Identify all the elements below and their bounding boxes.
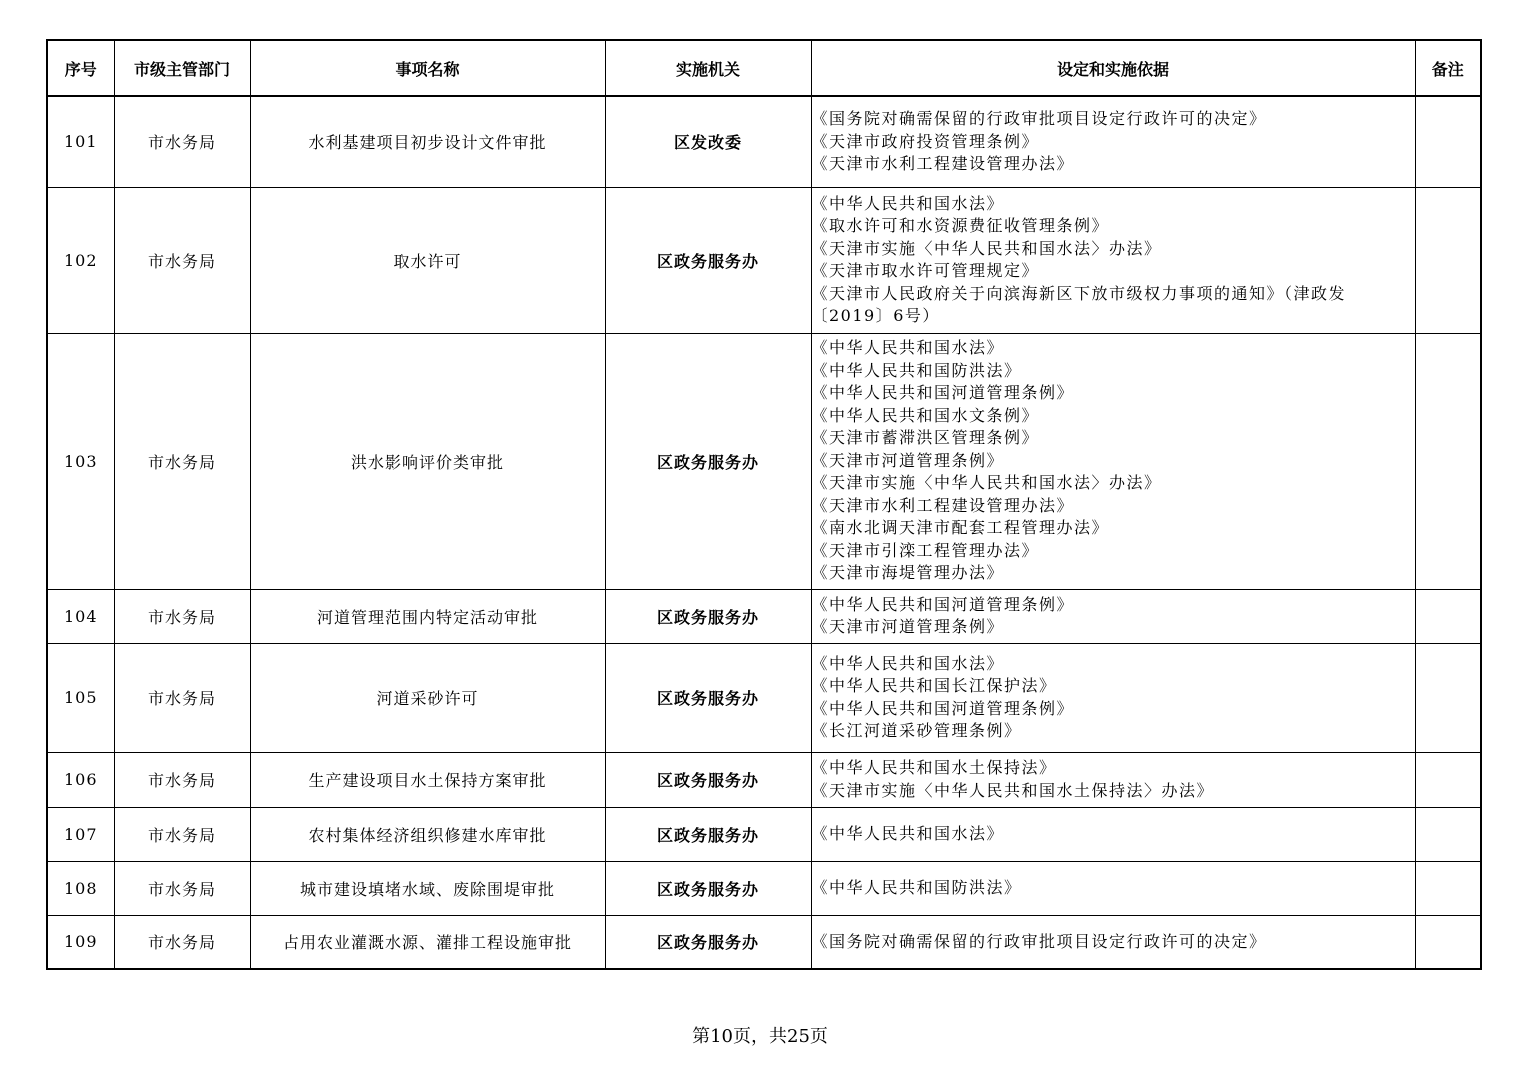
cell-item: 河道采砂许可 <box>250 643 605 752</box>
cell-dept: 市水务局 <box>114 333 250 589</box>
basis-line: 《天津市实施〈中华人民共和国水土保持法〉办法》 <box>811 780 1215 800</box>
cell-org: 区政务服务办 <box>605 589 811 643</box>
basis-line: 《天津市取水许可管理规定》 <box>811 261 1040 280</box>
cell-org: 区政务服务办 <box>605 333 811 589</box>
header-dept: 市级主管部门 <box>114 40 250 96</box>
basis-line: 《天津市引滦工程管理办法》 <box>811 540 1040 560</box>
cell-org: 区政务服务办 <box>605 915 811 969</box>
basis-line: 《长江河道采砂管理条例》 <box>811 721 1022 740</box>
cell-item: 取水许可 <box>250 187 605 333</box>
cell-item: 洪水影响评价类审批 <box>250 333 605 589</box>
cell-dept: 市水务局 <box>114 807 250 861</box>
basis-line: 《中华人民共和国防洪法》 <box>811 360 1022 380</box>
table-row <box>47 915 1481 969</box>
cell-seq: 102 <box>47 187 114 333</box>
header-seq: 序号 <box>47 40 114 96</box>
cell-note <box>1415 333 1481 589</box>
basis-line: 《中华人民共和国水法》 <box>811 653 1005 673</box>
cell-item: 水利基建项目初步设计文件审批 <box>250 96 605 187</box>
table-body <box>47 96 1481 969</box>
basis-line: 《天津市河道管理条例》 <box>811 450 1005 470</box>
cell-org: 区政务服务办 <box>605 861 811 915</box>
basis-line: 《天津市海堤管理办法》 <box>811 563 1005 583</box>
cell-seq: 103 <box>47 333 114 589</box>
basis-line: 《中华人民共和国长江保护法》 <box>811 676 1057 695</box>
cell-dept: 市水务局 <box>114 643 250 752</box>
cell-seq: 105 <box>47 643 114 752</box>
cell-seq: 101 <box>47 96 114 187</box>
cell-dept: 市水务局 <box>114 187 250 333</box>
cell-item: 占用农业灌溉水源、灌排工程设施审批 <box>250 915 605 969</box>
cell-item: 河道管理范围内特定活动审批 <box>250 589 605 643</box>
cell-org: 区政务服务办 <box>605 752 811 807</box>
cell-item: 农村集体经济组织修建水库审批 <box>250 807 605 861</box>
basis-line: 《天津市蓄滞洪区管理条例》 <box>811 428 1040 448</box>
basis-line: 《中华人民共和国河道管理条例》 <box>811 594 1075 614</box>
cell-seq: 109 <box>47 915 114 969</box>
basis-line: 《天津市水利工程建设管理办法》 <box>811 495 1075 515</box>
cell-dept: 市水务局 <box>114 589 250 643</box>
cell-note <box>1415 187 1481 333</box>
basis-line: 《中华人民共和国水法》 <box>811 823 1005 843</box>
table-row <box>47 807 1481 861</box>
header-item: 事项名称 <box>250 40 605 96</box>
cell-basis <box>811 333 1415 589</box>
table-row <box>47 861 1481 915</box>
basis-line: 《天津市实施〈中华人民共和国水法〉办法》 <box>811 238 1162 258</box>
table-row <box>47 752 1481 807</box>
cell-note <box>1415 915 1481 969</box>
cell-note <box>1415 96 1481 187</box>
table-row <box>47 333 1481 589</box>
administrative-licensing-table <box>46 39 1482 970</box>
basis-line: 《中华人民共和国水法》 <box>811 338 1005 358</box>
cell-basis <box>811 187 1415 333</box>
basis-line: 《中华人民共和国水法》 <box>811 193 1005 213</box>
cell-item: 城市建设填堵水域、废除围堤审批 <box>250 861 605 915</box>
header-org: 实施机关 <box>605 40 811 96</box>
cell-org: 区发改委 <box>605 96 811 187</box>
cell-basis <box>811 96 1415 187</box>
cell-org: 区政务服务办 <box>605 643 811 752</box>
basis-line: 《中华人民共和国河道管理条例》 <box>811 383 1075 403</box>
cell-org: 区政务服务办 <box>605 807 811 861</box>
basis-line: 《国务院对确需保留的行政审批项目设定行政许可的决定》 <box>811 931 1267 951</box>
cell-note <box>1415 752 1481 807</box>
header-note: 备注 <box>1415 40 1481 96</box>
cell-note <box>1415 807 1481 861</box>
basis-line: 《国务院对确需保留的行政审批项目设定行政许可的决定》 <box>811 109 1267 128</box>
header-row <box>47 40 1481 96</box>
basis-line: 《天津市政府投资管理条例》 <box>811 131 1040 151</box>
cell-basis <box>811 861 1415 915</box>
cell-item: 生产建设项目水土保持方案审批 <box>250 752 605 807</box>
cell-dept: 市水务局 <box>114 915 250 969</box>
cell-basis <box>811 643 1415 752</box>
basis-line: 《天津市实施〈中华人民共和国水法〉办法》 <box>811 473 1162 493</box>
basis-line: 《天津市河道管理条例》 <box>811 617 1005 636</box>
cell-basis <box>811 807 1415 861</box>
cell-basis <box>811 589 1415 643</box>
table-row <box>47 643 1481 752</box>
cell-seq: 107 <box>47 807 114 861</box>
basis-line: 《中华人民共和国防洪法》 <box>811 877 1022 897</box>
basis-line: 《中华人民共和国水文条例》 <box>811 405 1040 425</box>
cell-basis <box>811 752 1415 807</box>
cell-note <box>1415 643 1481 752</box>
basis-line: 《取水许可和水资源费征收管理条例》 <box>811 216 1110 235</box>
basis-line: 《南水北调天津市配套工程管理办法》 <box>811 518 1110 538</box>
table-header <box>47 40 1481 96</box>
cell-seq: 108 <box>47 861 114 915</box>
cell-dept: 市水务局 <box>114 861 250 915</box>
table-row <box>47 589 1481 643</box>
cell-note <box>1415 589 1481 643</box>
basis-line: 《中华人民共和国水土保持法》 <box>811 758 1057 777</box>
cell-dept: 市水务局 <box>114 96 250 187</box>
cell-seq: 106 <box>47 752 114 807</box>
cell-dept: 市水务局 <box>114 752 250 807</box>
basis-line: 《天津市水利工程建设管理办法》 <box>811 154 1075 173</box>
basis-line: 《中华人民共和国河道管理条例》 <box>811 698 1075 718</box>
page-number: 第10页，共25页 <box>692 1026 828 1047</box>
header-basis: 设定和实施依据 <box>811 40 1415 96</box>
table-row <box>47 96 1481 187</box>
table-row <box>47 187 1481 333</box>
cell-org: 区政务服务办 <box>605 187 811 333</box>
basis-line: 《天津市人民政府关于向滨海新区下放市级权力事项的通知》（津政发〔2019〕6号） <box>811 283 1347 325</box>
cell-seq: 104 <box>47 589 114 643</box>
cell-basis <box>811 915 1415 969</box>
cell-note <box>1415 861 1481 915</box>
